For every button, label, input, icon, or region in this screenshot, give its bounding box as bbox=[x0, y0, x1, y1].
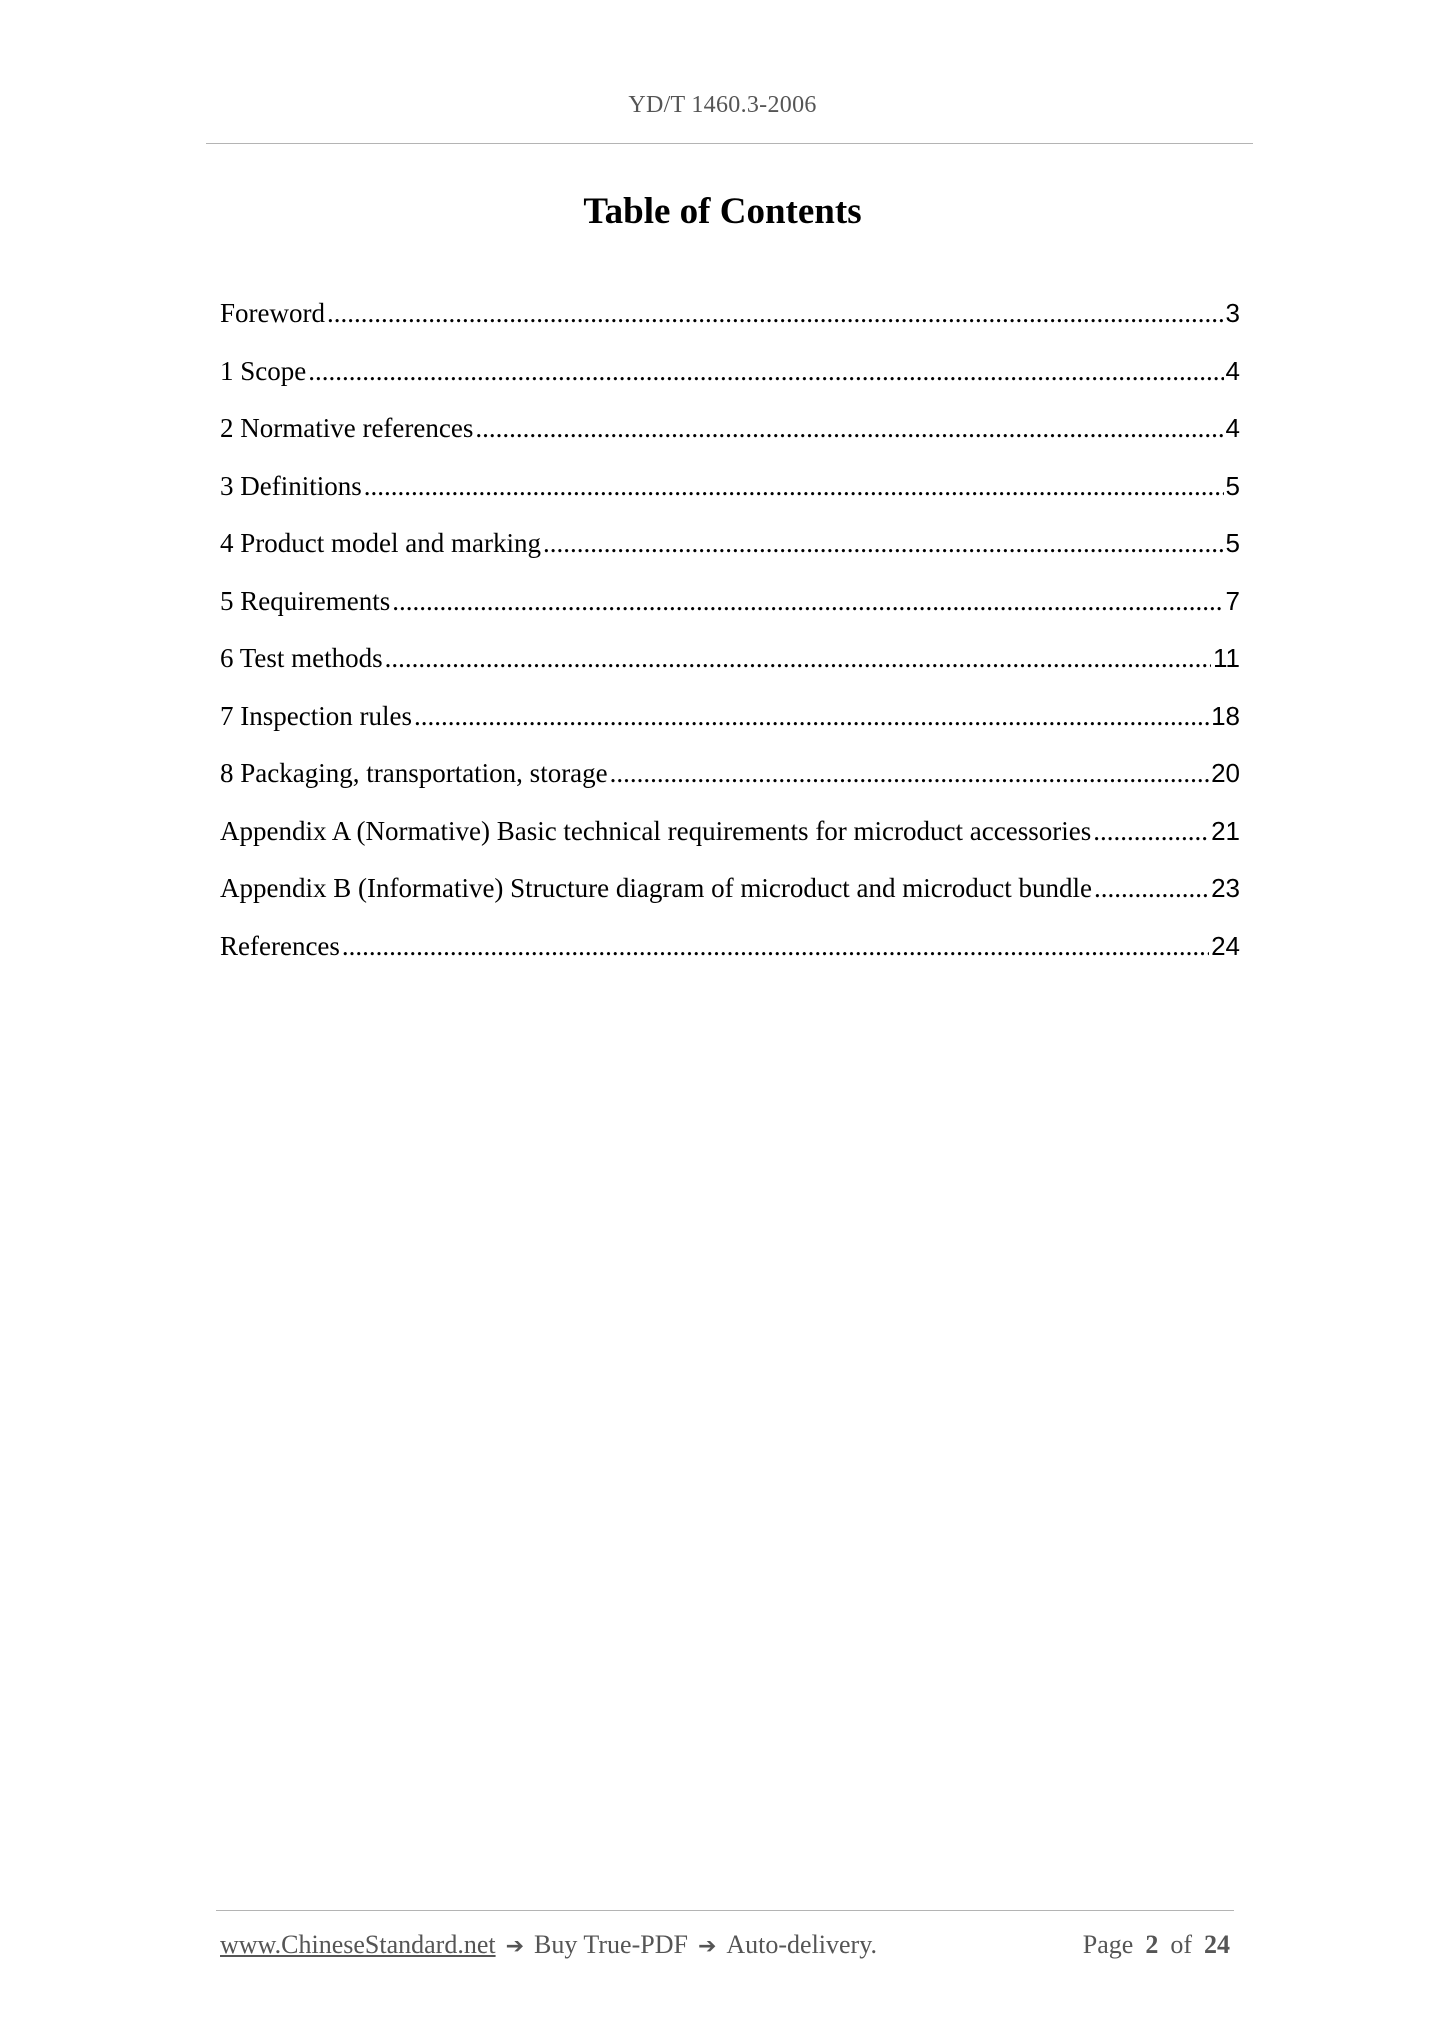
toc-entry-label: Appendix B (Informative) Structure diagram of microduct and microduct bundle bbox=[220, 873, 1092, 903]
arrow-right-icon: ➔ bbox=[697, 1934, 717, 1959]
toc-entry[interactable] bbox=[220, 931, 1240, 989]
page-title: Table of Contents bbox=[583, 191, 862, 232]
dot-leader bbox=[475, 413, 1223, 444]
page-word: Page bbox=[1082, 1930, 1134, 1959]
toc-entry-label: References bbox=[220, 930, 340, 961]
toc-entry-label: 4 Product model and marking bbox=[220, 528, 541, 558]
toc-entry-label: 6 Test methods bbox=[220, 643, 383, 673]
toc-entry[interactable] bbox=[220, 816, 1240, 874]
toc-entry-page: 11 bbox=[1213, 643, 1240, 673]
toc-entry[interactable] bbox=[220, 413, 1240, 471]
toc-entry-page: 24 bbox=[1211, 930, 1240, 961]
toc-entry-label: 5 Requirements bbox=[220, 585, 391, 616]
page-of-word: of bbox=[1170, 1930, 1192, 1959]
toc-entry[interactable] bbox=[220, 701, 1240, 759]
dot-leader bbox=[543, 528, 1224, 559]
footer-step-delivery: Auto-delivery. bbox=[726, 1930, 878, 1959]
toc-entry-page: 4 bbox=[1225, 355, 1240, 386]
dot-leader bbox=[385, 643, 1211, 674]
dot-leader bbox=[414, 701, 1209, 732]
footer-step-buy: Buy True-PDF bbox=[534, 1930, 688, 1959]
toc-entry-page: 20 bbox=[1211, 758, 1240, 788]
current-page-number: 2 bbox=[1145, 1930, 1159, 1959]
arrow-right-icon: ➔ bbox=[505, 1934, 525, 1959]
toc-entry-label: 3 Definitions bbox=[220, 470, 362, 501]
dot-leader bbox=[342, 931, 1209, 962]
toc-entry-label: Appendix A (Normative) Basic technical requirements for microduct accessories bbox=[220, 815, 1092, 846]
toc-entry-page: 7 bbox=[1225, 585, 1240, 616]
toc-entry-label: Foreword bbox=[220, 298, 325, 328]
total-page-number: 24 bbox=[1204, 1930, 1230, 1959]
dot-leader bbox=[364, 471, 1224, 502]
toc-entry-page: 4 bbox=[1225, 413, 1240, 443]
toc-entry[interactable] bbox=[220, 586, 1240, 644]
toc-entry[interactable] bbox=[220, 298, 1240, 356]
toc-entry-page: 3 bbox=[1225, 298, 1240, 328]
footer-promo bbox=[220, 1930, 877, 1960]
toc-entry-label: 2 Normative references bbox=[220, 413, 474, 443]
toc-entry[interactable] bbox=[220, 643, 1240, 701]
toc-entry-page: 21 bbox=[1211, 815, 1240, 846]
dot-leader bbox=[1094, 873, 1209, 904]
dot-leader bbox=[610, 758, 1209, 789]
toc-entry[interactable] bbox=[220, 873, 1240, 931]
footer-divider bbox=[216, 1910, 1234, 1911]
dot-leader bbox=[308, 356, 1223, 387]
header-divider bbox=[206, 143, 1253, 144]
page-indicator bbox=[1083, 1930, 1230, 1960]
toc-entry[interactable] bbox=[220, 528, 1240, 586]
site-link[interactable]: www.ChineseStandard.net bbox=[220, 1930, 496, 1959]
toc-entry-label: 8 Packaging, transportation, storage bbox=[220, 758, 608, 788]
toc-entry-page: 5 bbox=[1225, 470, 1240, 501]
document-code-header: YD/T 1460.3-2006 bbox=[628, 92, 817, 118]
toc-entry[interactable] bbox=[220, 758, 1240, 816]
toc-entry-label: 7 Inspection rules bbox=[220, 700, 412, 731]
toc-entry-page: 18 bbox=[1211, 700, 1240, 731]
page-footer bbox=[220, 1930, 1230, 1960]
toc-entry[interactable] bbox=[220, 356, 1240, 414]
toc-entry-page: 5 bbox=[1225, 528, 1240, 558]
dot-leader bbox=[327, 298, 1224, 329]
dot-leader bbox=[392, 586, 1223, 617]
toc-entry[interactable] bbox=[220, 471, 1240, 529]
toc-entry-page: 23 bbox=[1211, 873, 1240, 903]
toc-entry-label: 1 Scope bbox=[220, 355, 307, 386]
toc-list bbox=[220, 298, 1240, 988]
dot-leader bbox=[1093, 816, 1209, 847]
